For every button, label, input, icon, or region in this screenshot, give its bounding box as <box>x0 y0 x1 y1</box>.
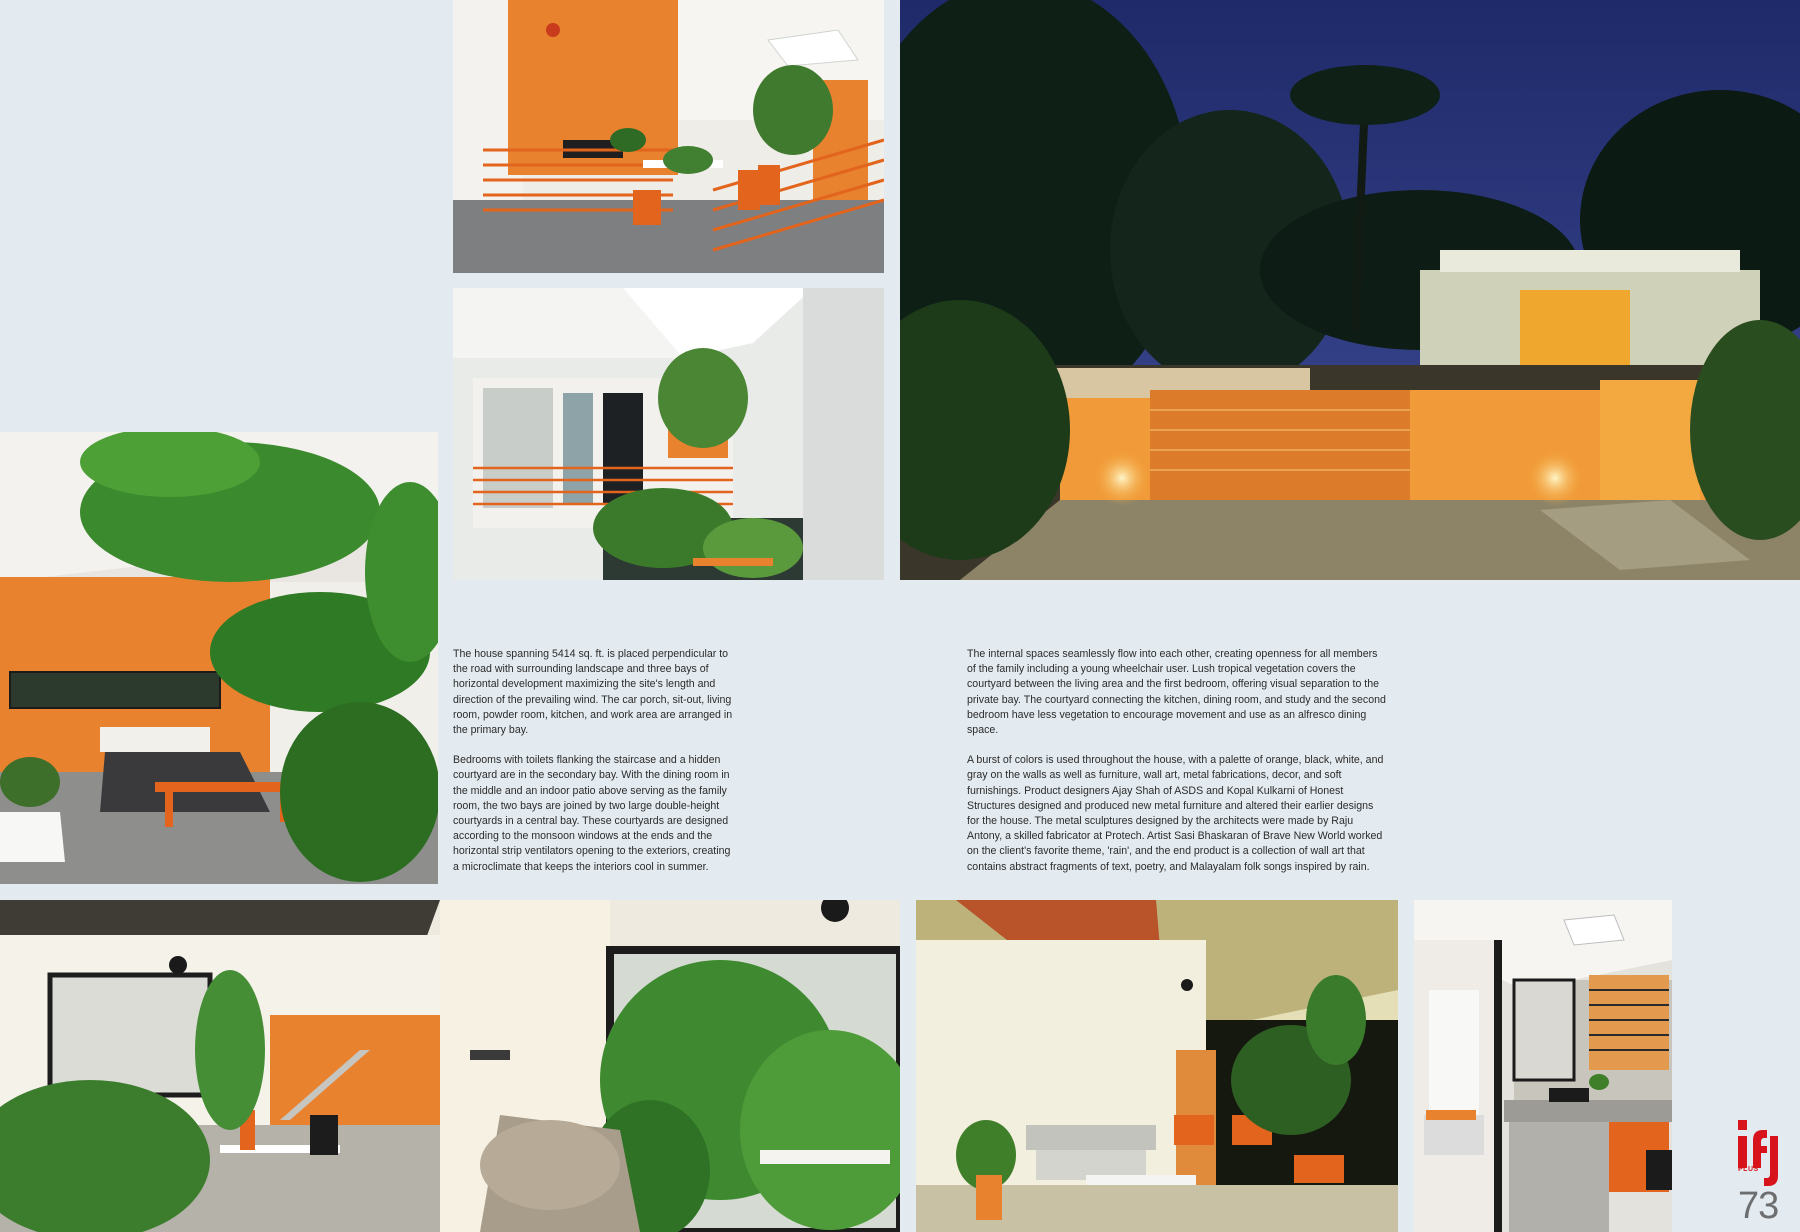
photo-living-courtyard <box>0 900 900 1232</box>
photo-courtyard-balconies <box>453 288 884 580</box>
article-paragraph: Bedrooms with toilets flanking the staircase and a hidden courtyard are in the secondary bay. With the dining room in the middle and an indoor patio above serving as the family room, the two bays are joined by two large double-height courtyards in a central bay. These courtyards are designed according to the monsoon windows at the ends and the horizontal strip ventilators opening to the exteriors, creating a microclimate that keeps the interiors cool in summer. <box>453 754 731 873</box>
article-paragraph: A burst of colors is used throughout the house, with a palette of orange, black, white, and gray on the walls as well as furniture, wall art, metal fabrications, decor, and soft furnishings. Product designers Ajay Shah of ASDS and Kopal Kulkarni of Honest Structures designed and produced new metal furniture and altered their earlier designs for the house. The metal sculptures designed by the architects were made by Raju Antony, a skilled fabricator at Protech. Artist Sasi Bhaskaran of Brave New World worked on the client's favorite theme, 'rain', and the end product is a collection of wall art that contains abstract fragments of text, poetry, and Malayalam folk songs inspired by rain. <box>967 754 1384 873</box>
article-column-right <box>967 647 1387 890</box>
article-paragraph: The internal spaces seamlessly flow into each other, creating openness for all members of the family including a young wheelchair user. Lush tropical vegetation covers the courtyard between the living area and the first bedroom, offering visual separation to the private bay. The courtyard connecting the kitchen, dining room, and study and the second bedroom have less vegetation to encourage movement and use as an alfresco dining space. <box>967 648 1386 737</box>
photo-courtyard-lounge <box>916 900 1398 1232</box>
photo-mezzanine-swing <box>453 0 884 273</box>
photo-bedroom <box>0 432 438 884</box>
article-column-left <box>453 647 733 890</box>
photo-night-exterior-gate <box>900 0 1800 580</box>
article-paragraph: The house spanning 5414 sq. ft. is placed perpendicular to the road with surrounding landscape and three bays of horizontal development maximizing the site's length and direction of the prevailing wind. The car porch, sit-out, living room, powder room, kitchen, and work area are arranged in the primary bay. <box>453 648 733 737</box>
page-number: 73 <box>1738 1185 1779 1227</box>
logo-plus-label: PLUS <box>1738 1166 1759 1173</box>
photo-bathroom <box>1414 900 1672 1232</box>
